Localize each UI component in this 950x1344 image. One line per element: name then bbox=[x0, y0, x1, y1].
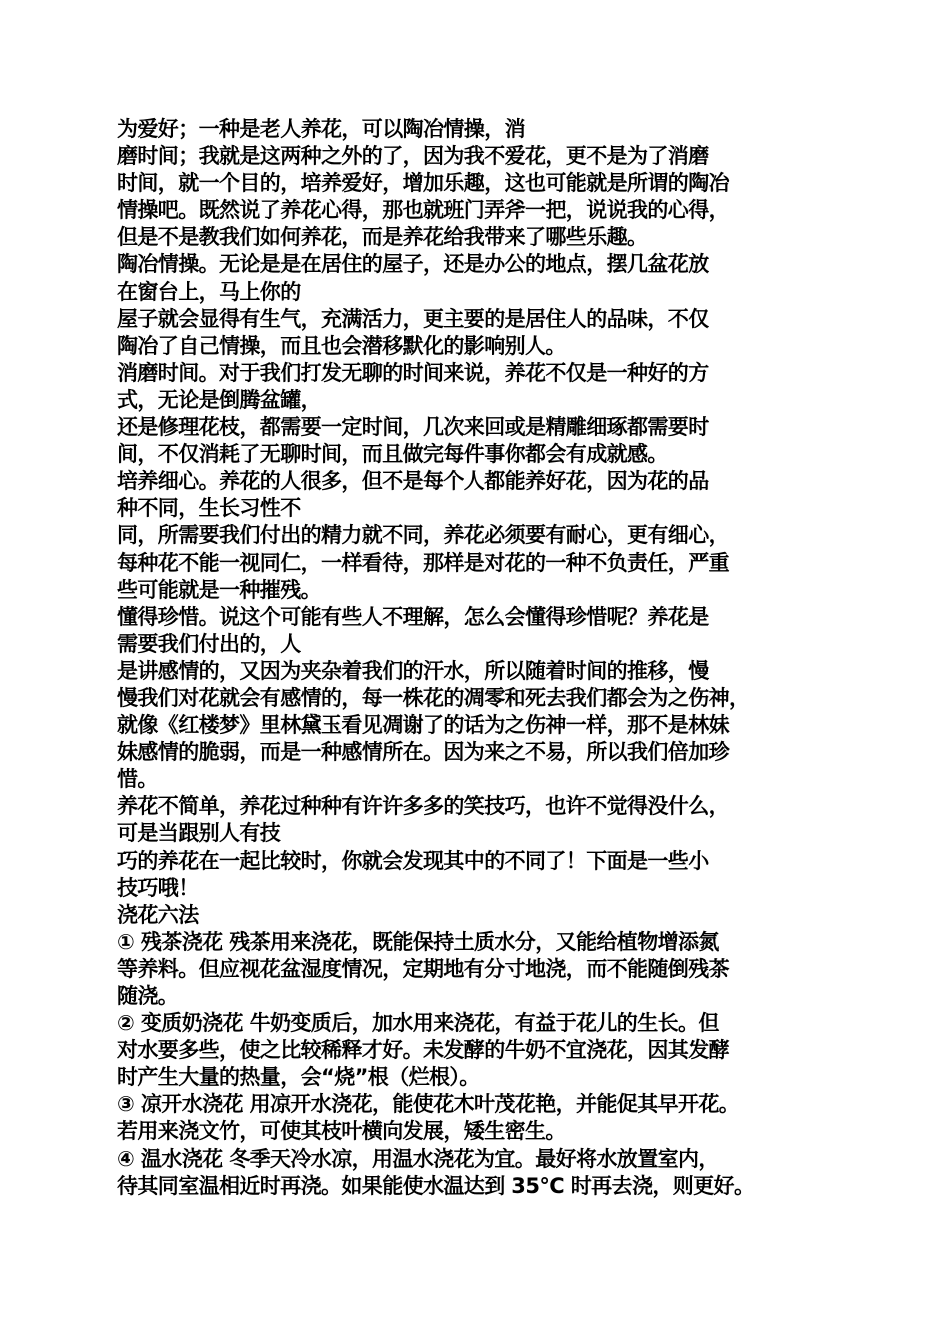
text-line: ③ 凉开水浇花 用凉开水浇花，能使花木叶茂花艳，并能促其早开花。 bbox=[117, 1092, 740, 1117]
text-line: 需要我们付出的，人 bbox=[117, 631, 301, 656]
text-line: 是讲感情的，又因为夹杂着我们的汗水，所以随着时间的推移，慢 bbox=[117, 658, 709, 683]
text-line: 惜。 bbox=[117, 767, 158, 792]
text-line: 陶冶了自己情操，而且也会潜移默化的影响别人。 bbox=[117, 333, 566, 358]
text-line: 随浇。 bbox=[117, 984, 179, 1008]
text-line: 若用来浇文竹，可使其枝叶横向发展，矮生密生。 bbox=[117, 1119, 566, 1144]
text-line: ④ 温水浇花 冬季天冷水凉，用温水浇花为宜。最好将水放置室内， bbox=[117, 1146, 719, 1171]
text-line: 巧的养花在一起比较时，你就会发现其中的不同了！下面是一些小 bbox=[117, 848, 709, 873]
text-line: 养花不简单，养花过种种有许许多多的笑技巧，也许不觉得没什么， bbox=[117, 794, 729, 819]
text-line: 时间，就一个目的，培养爱好，增加乐趣，这也可能就是所谓的陶冶 bbox=[117, 171, 729, 196]
text-line: 为爱好；一种是老人养花，可以陶冶情操，消 bbox=[117, 117, 525, 141]
text-line: 同，所需要我们付出的精力就不同，养花必须要有耐心，更有细心， bbox=[117, 523, 729, 548]
text-line: 还是修理花枝，都需要一定时间，几次来回或是精雕细琢都需要时 bbox=[117, 415, 709, 440]
text-line: 就像《红楼梦》里林黛玉看见凋谢了的话为之伤神一样，那不是林妹 bbox=[117, 713, 729, 738]
text-line: 磨时间；我就是这两种之外的了，因为我不爱花，更不是为了消磨 bbox=[117, 144, 709, 169]
text-line: 但是不是教我们如何养花，而是养花给我带来了哪些乐趣。 bbox=[117, 225, 648, 250]
text-line: 对水要多些，使之比较稀释才好。未发酵的牛奶不宜浇花，因其发酵 bbox=[117, 1038, 729, 1063]
section-heading: 浇花六法 bbox=[117, 902, 199, 927]
document-body bbox=[117, 116, 847, 1200]
text-line: 些可能就是一种摧残。 bbox=[117, 577, 321, 602]
text-line: 等养料。但应视花盆湿度情况，定期地有分寸地浇，而不能随倒残茶 bbox=[117, 956, 729, 981]
text-line: 技巧哦！ bbox=[117, 875, 199, 900]
text-line: 陶冶情操。无论是是在居住的屋子，还是办公的地点，摆几盆花放 bbox=[117, 252, 709, 277]
text-line: 待其同室温相近时再浇。如果能使水温达到 35°C 时再去浇，则更好。 bbox=[117, 1173, 755, 1198]
text-line: 可是当跟别人有技 bbox=[117, 821, 281, 846]
text-line: 在窗台上，马上你的 bbox=[117, 279, 301, 304]
text-line: 慢我们对花就会有感情的，每一株花的凋零和死去我们都会为之伤神， bbox=[117, 685, 750, 710]
text-line: 情操吧。既然说了养花心得，那也就班门弄斧一把，说说我的心得， bbox=[117, 198, 729, 223]
text-line: 种不同，生长习性不 bbox=[117, 496, 301, 521]
text-line: 消磨时间。对于我们打发无聊的时间来说，养花不仅是一种好的方 bbox=[117, 360, 709, 385]
text-line: 屋子就会显得有生气，充满活力，更主要的是居住人的品味，不仅 bbox=[117, 306, 709, 331]
text-line: 每种花不能一视同仁，一样看待，那样是对花的一种不负责任，严重 bbox=[117, 550, 729, 575]
text-line: ① 残茶浇花 残茶用来浇花，既能保持土质水分，又能给植物增添氮 bbox=[117, 929, 719, 954]
text-line: 时产生大量的热量，会“烧”根（烂根）。 bbox=[117, 1065, 480, 1090]
text-line: 懂得珍惜。说这个可能有些人不理解，怎么会懂得珍惜呢？养花是 bbox=[117, 604, 709, 629]
text-line: ② 变质奶浇花 牛奶变质后，加水用来浇花，有益于花儿的生长。但 bbox=[117, 1011, 719, 1036]
text-line: 妹感情的脆弱，而是一种感情所在。因为来之不易，所以我们倍加珍 bbox=[117, 740, 729, 765]
text-line: 式，无论是倒腾盆罐， bbox=[117, 387, 321, 412]
text-line: 培养细心。养花的人很多，但不是每个人都能养好花，因为花的品 bbox=[117, 469, 709, 494]
text-line: 间，不仅消耗了无聊时间，而且做完每件事你都会有成就感。 bbox=[117, 442, 668, 467]
